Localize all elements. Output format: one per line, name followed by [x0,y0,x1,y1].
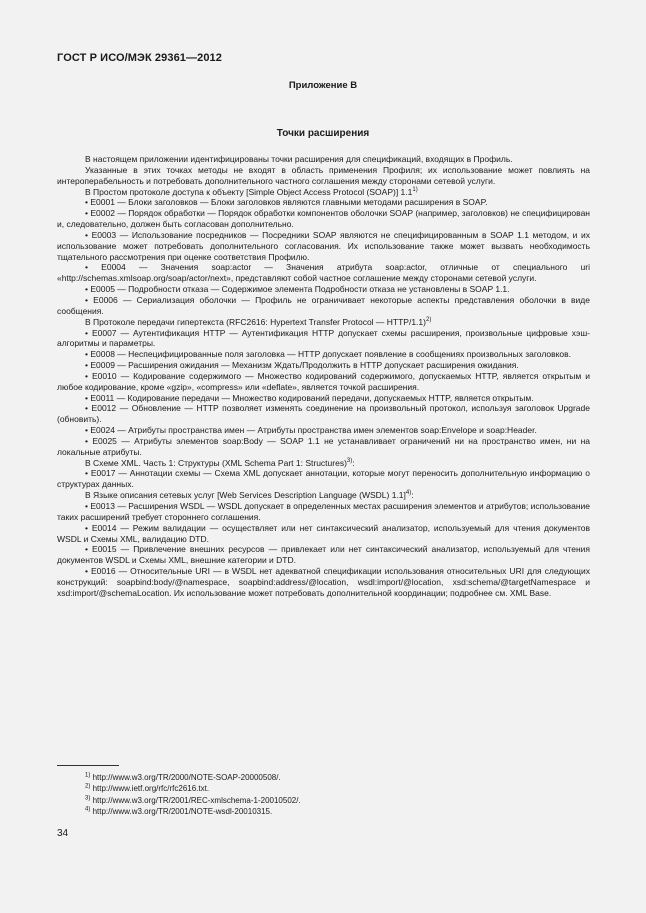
paragraph [57,317,590,328]
list-item: • Е0003 — Использование посредников — Посредники SOAP являются не специфицированным в SOAP 1.1 методом, и их использование может потребовать дополнительного согласования. Их использование также может вызвать необходимость тщательного рассмотрения при оценке соответствия Профилю. [57,229,590,262]
footnote [85,772,301,783]
footnote-divider [57,765,119,766]
footnotes [85,772,301,818]
list-item: • Е0025 — Атрибуты элементов soap:Body — SOAP 1.1 не устанавливает ограничений ни на пространство имен, ни на локальные атрибуты. [57,435,590,457]
list-item: • Е0010 — Кодирование содержимого — Множество кодирований содержимого, допускаемых HTTP, является открытым и любое кодирование, кроме «gzip», «compress» или «deflate», является точкой расширения. [57,370,590,392]
list-item: • Е0011 — Кодирование передачи — Множество кодирований передачи, допускаемых HTTP, является открытым. [85,392,534,403]
footnote-mark: 2) [85,783,91,790]
paragraph [57,458,590,469]
wsdl-intro-suffix: : [411,490,414,501]
footnote-ref: 2) [425,316,432,323]
footnote-mark: 1) [85,772,91,779]
footnote [85,795,301,806]
footnote-link: http://www.w3.org/TR/2001/NOTE-wsdl-20010315. [92,807,273,817]
footnote [85,806,301,817]
list-item: • Е0016 — Относительные URI — в WSDL нет адекватной спецификации использования относительных URI для следующих конструкций: soapbind:body/@namespace, soapbind:address/@location, wsdl:import/@location, xsd:schema/@targetNamespace и xsd:import/@schemaLocation. Их использование может потребовать дополнительной координации; подробнее см. XML Base. [57,566,590,598]
xml-intro: В Схеме XML. Часть 1: Структуры (XML Schema Part 1: Structures) [85,457,347,468]
footnote-mark: 3) [85,795,91,802]
soap-intro: В Простом протоколе доступа к объекту [Simple Object Access Protocol (SOAP)] 1.1 [85,186,413,197]
section-title: Точки расширения [276,128,370,139]
list-item: • Е0006 — Сериализация оболочки — Профиль не ограничивает некоторые аспекты представления оболочки в виде сообщения. [57,294,590,316]
paragraph [57,490,590,501]
footnote-link: http://www.w3.org/TR/2001/REC-xmlschema-1-20010502/. [92,795,301,805]
page-number: 34 [57,828,69,839]
list-item: • Е0008 — Неспецифицированные поля заголовка — HTTP допускает появление в сообщениях произвольных заголовков. [85,349,572,360]
wsdl-intro: В Языке описания сетевых услуг [Web Services Description Language (WSDL) 1.1] [85,490,406,501]
footnote-link: http://www.ietf.org/rfc/rfc2616.txt. [92,784,210,794]
list-item: • Е0014 — Режим валидации — осуществляет или нет синтаксический анализатор, используемый для чтения документов WSDL и Схемы XML, валидацию DTD. [57,522,590,544]
xml-intro-suffix: : [352,457,355,468]
body-text [57,154,590,599]
paragraph: Указанные в этих точках методы не входят в область применения Профиля; их использование может повлиять на интероперабельность и потребовать дополнительного частного соглашения между сторонами сетевой услуги. [57,164,590,186]
list-item: • Е0001 — Блоки заголовков — Блоки заголовков являются главными методами расширения в SOAP. [85,197,488,208]
list-item: • Е0005 — Подробности отказа — Содержимое элемента Подробности отказа не установлены в SOAP 1.1. [85,284,510,295]
list-item: • Е0024 — Атрибуты пространства имен — Атрибуты пространства имен элементов soap:Envelope и soap:Header. [85,425,537,436]
footnote-ref: 3) [346,457,353,464]
list-item: • Е0012 — Обновление — HTTP позволяет изменять соединение на произвольный протокол, используя заголовок Upgrade (обновить). [57,403,590,425]
footnote-ref: 1) [412,186,418,193]
list-item: • Е0017 — Аннотации схемы — Схема XML допускает аннотации, которые могут переносить дополнительную информацию о структурах данных. [57,468,590,490]
list-item: • Е0013 — Расширения WSDL — WSDL допускает в определенных местах расширения элементов и атрибутов; использование таких расширений требует стороннего соглашения. [57,501,590,522]
footnote-ref: 4) [405,490,412,497]
list-item: • Е0015 — Привлечение внешних ресурсов — привлекает или нет синтаксический анализатор, используемый для чтения документов WSDL и Схемы XML, внешние категории и DTD. [57,544,590,566]
list-item: • Е0004 — Значения soap:actor — Значения атрибута soap:actor, отличные от специального uri «http://schemas.xmlsoap.org/soap/actor/next», представляют собой частное соглашение между сторонами сетевой услуги. [57,262,590,284]
list-item: • Е0007 — Аутентификация HTTP — Аутентификация HTTP допускает схемы расширения, произвольные цифровые хэш-алгоритмы и параметры. [57,327,590,349]
footnote-mark: 4) [85,806,91,813]
paragraph [57,187,590,198]
paragraph: В настоящем приложении идентифицированы точки расширения для спецификаций, входящих в Профиль. [85,154,513,164]
document-header: ГОСТ Р ИСО/МЭК 29361—2012 [57,52,222,64]
footnote [85,783,301,794]
http-intro: В Протоколе передачи гипертекста (RFC2616: Hypertext Transfer Protocol — HTTP/1.1) [85,316,426,327]
list-item: • Е0009 — Расширения ожидания — Механизм Ждать/Продолжить в HTTP допускает расширения ожидания. [85,360,519,371]
footnote-link: http://www.w3.org/TR/2000/NOTE-SOAP-20000508/. [92,773,281,782]
list-item: • Е0002 — Порядок обработки — Порядок обработки компонентов оболочки SOAP (например, заголовков) не специфицирован и, следовательно, должен быть согласован дополнительно. [57,208,590,230]
appendix-title: Приложение В [288,80,358,91]
